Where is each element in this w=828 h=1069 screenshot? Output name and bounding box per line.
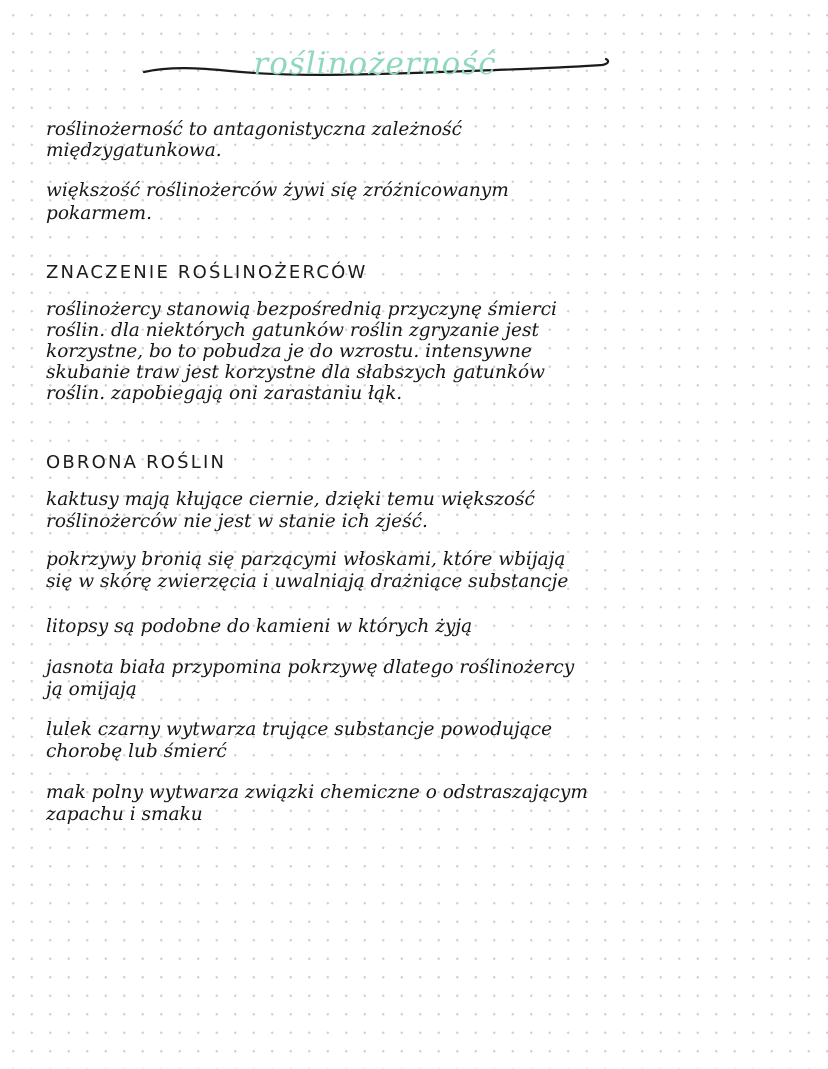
page-title: roślinożerność	[253, 46, 497, 82]
section1-line: roślin. dla niektórych gatunków roślin zgryzanie jest	[46, 320, 539, 341]
intro-line: roślinożerność to antagonistyczna zależność	[46, 119, 462, 140]
defense-item-line: roślinożerców nie jest w stanie ich zjeść.	[46, 511, 428, 532]
section1-line: korzystne, bo to pobudza je do wzrostu. intensywne	[46, 341, 532, 362]
defense-item-line: litopsy są podobne do kamieni w których żyją	[46, 616, 473, 637]
intro-line: międzygatunkowa.	[46, 140, 222, 161]
defense-item-line: kaktusy mają kłujące ciernie, dzięki temu większość	[46, 489, 535, 510]
defense-item-line: zapachu i smaku	[46, 804, 203, 825]
section-heading-znaczenie: ZNACZENIE ROŚLINOŻERCÓW	[46, 262, 368, 283]
defense-item-line: pokrzywy bronią się parzącymi włoskami, które wbijają	[46, 549, 566, 570]
defense-item-line: lulek czarny wytwarza trujące substancje powodujące	[46, 719, 553, 740]
section1-line: roślinożercy stanowią bezpośrednią przyczynę śmierci	[46, 299, 557, 320]
title-block	[140, 28, 610, 88]
defense-item-line: się w skórę zwierzęcia i uwalniają drażniące substancje	[46, 571, 569, 592]
defense-item-line: jasnota biała przypomina pokrzywę dlatego roślinożercy	[46, 657, 575, 678]
intro-line: pokarmem.	[46, 203, 152, 224]
intro-line: większość roślinożerców żywi się zróżnicowanym	[46, 180, 509, 201]
section1-line: skubanie traw jest korzystne dla słabszych gatunków	[46, 362, 545, 383]
defense-item-line: mak polny wytwarza związki chemiczne o odstraszającym	[46, 782, 588, 803]
defense-item-line: ją omijają	[46, 679, 137, 700]
defense-item-line: chorobę lub śmierć	[46, 741, 227, 762]
section-heading-obrona: OBRONA ROŚLIN	[46, 452, 227, 473]
section1-line: roślin. zapobiegają oni zarastaniu łąk.	[46, 383, 403, 404]
